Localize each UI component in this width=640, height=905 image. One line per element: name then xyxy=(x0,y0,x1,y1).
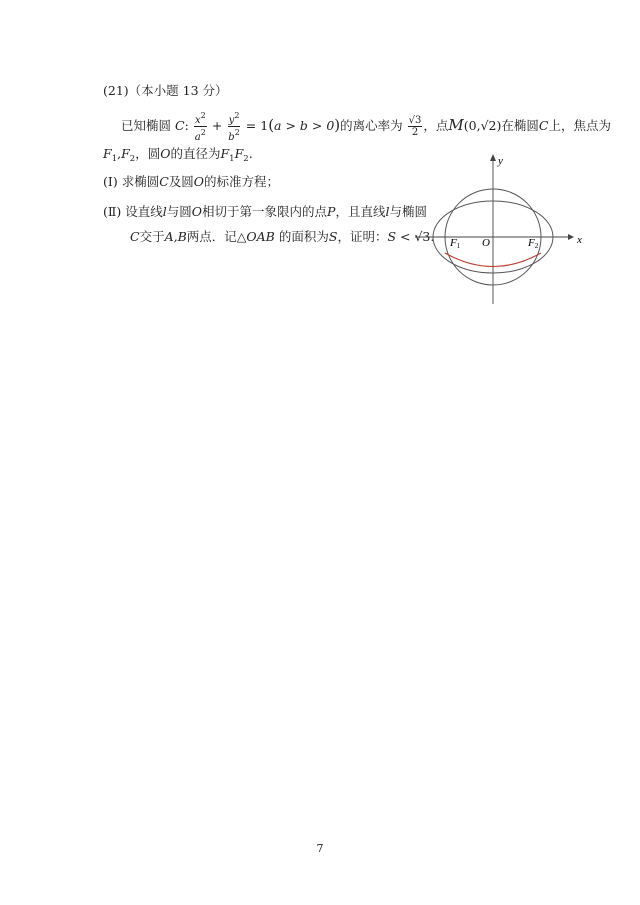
page-number: 7 xyxy=(316,842,324,855)
problem-intro: 已知椭圆 C: $\frac{x^2}{a^2}$ + $\frac{y^2}{b^2}$ = 1(a > b > 0)的离心率为 $\frac{√3}{2}$ ，点M(0,√2)在椭圆C上，焦点为 xyxy=(121,111,611,143)
part-2-line-2: C交于A,B两点．记△OAB 的面积为S，证明：S < √3. xyxy=(130,229,435,244)
ellipse-circle-figure xyxy=(410,150,585,310)
axis-x-label: x xyxy=(577,234,582,246)
problem-foci-line: $F_1,F_2$，圆O的直径为$F_1F_2$. xyxy=(103,146,253,164)
fraction-eccentricity: $\frac{√3}{2}$ xyxy=(408,115,422,138)
focus-f1-label: F1 xyxy=(450,237,461,250)
part-2-line-1: (Ⅱ) 设直线l与圆O相切于第一象限内的点P，且直线l与椭圆 xyxy=(103,204,427,219)
origin-label: O xyxy=(482,237,490,249)
fraction-y2-b2: $\frac{y^2}{b^2}$ xyxy=(228,111,240,143)
problem-header: (21)（本小题 13 分） xyxy=(103,83,228,98)
part-1: (Ⅰ) 求椭圆C及圆O的标准方程； xyxy=(103,174,280,189)
focus-f2-label: F2 xyxy=(528,237,539,250)
y-axis-arrow-icon xyxy=(490,154,496,161)
fraction-x2-a2: $\frac{x^2}{a^2}$ xyxy=(194,111,206,143)
axis-y-label: y xyxy=(498,155,503,167)
x-axis-arrow-icon xyxy=(568,234,574,240)
